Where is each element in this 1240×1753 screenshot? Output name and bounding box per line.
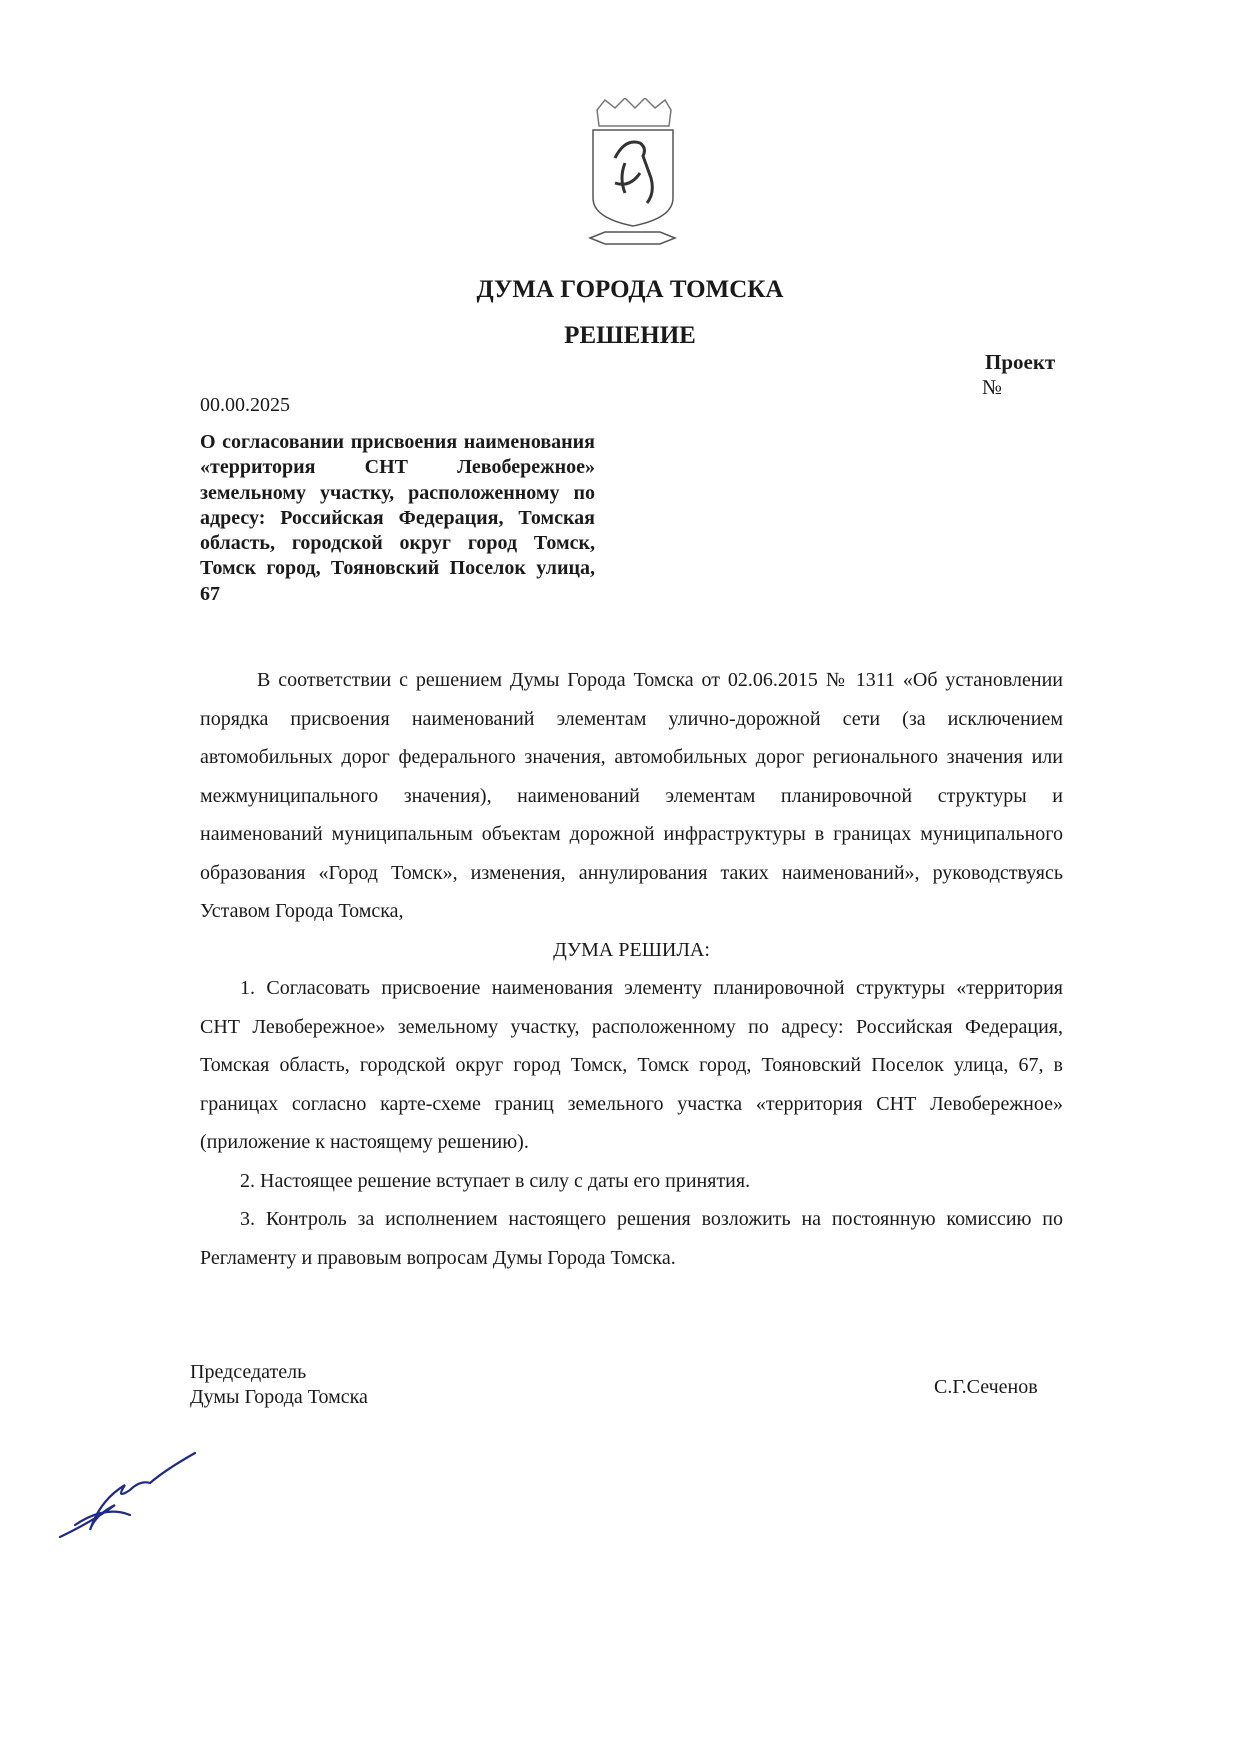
decision-item-3: 3. Контроль за исполнением настоящего решения возложить на постоянную комиссию по Регламенту и правовым вопросам Думы Города Томска. [200,1208,1063,1269]
decision-item-1: 1. Согласовать присвоение наименования элементу планировочной структуры «территория СНТ Левобережное» земельному участку, расположенному по адресу: Российская Федерация, Томская область, городской округ город Томск, Томск город, Тояновский Поселок улица, 67, в границах согласно карте-схеме границ земельного участка «территория СНТ Левобережное» (приложение к настоящему решению). [200,977,1063,1153]
position-line-1: Председатель [190,1361,307,1383]
document-body [200,661,1063,1277]
position-line-2: Думы Города Томска [190,1386,368,1408]
draft-label: Проект [985,350,1056,374]
document-date: 00.00.2025 [200,394,290,416]
decision-heading: ДУМА РЕШИЛА: [553,938,710,961]
decision-item-2: 2. Настоящее решение вступает в силу с даты его принятия. [240,1169,751,1192]
number-label: № [982,375,1003,399]
signatory-position [190,1360,368,1410]
document-title: ДУМА ГОРОДА ТОМСКА [476,276,784,303]
handwritten-signature [55,1445,200,1545]
document-subject: О согласовании присвоения наименования «территория СНТ Левобережное» земельному участку, расположенному по адресу: Российская Федерация, Томская область, городской округ город Томск, Томск город, Тояновский Поселок улица, 67 [200,431,595,605]
signatory-name: С.Г.Сеченов [934,1376,1038,1398]
document-type: РЕШЕНИЕ [564,322,696,349]
coat-of-arms-emblem [585,98,680,253]
preamble: В соответствии с решением Думы Города Томска от 02.06.2015 № 1311 «Об установлении порядка присвоения наименований элементам улично-дорожной сети (за исключением автомобильных дорог федерального значения, автомобильных дорог регионального значения или межмуниципального значения), наименований элементам планировочной структуры и наименований муниципальным объектам дорожной инфраструктуры в границах муниципального образования «Город Томск», изменения, аннулирования таких наименований», руководствуясь Уставом Города Томска, [200,669,1063,922]
